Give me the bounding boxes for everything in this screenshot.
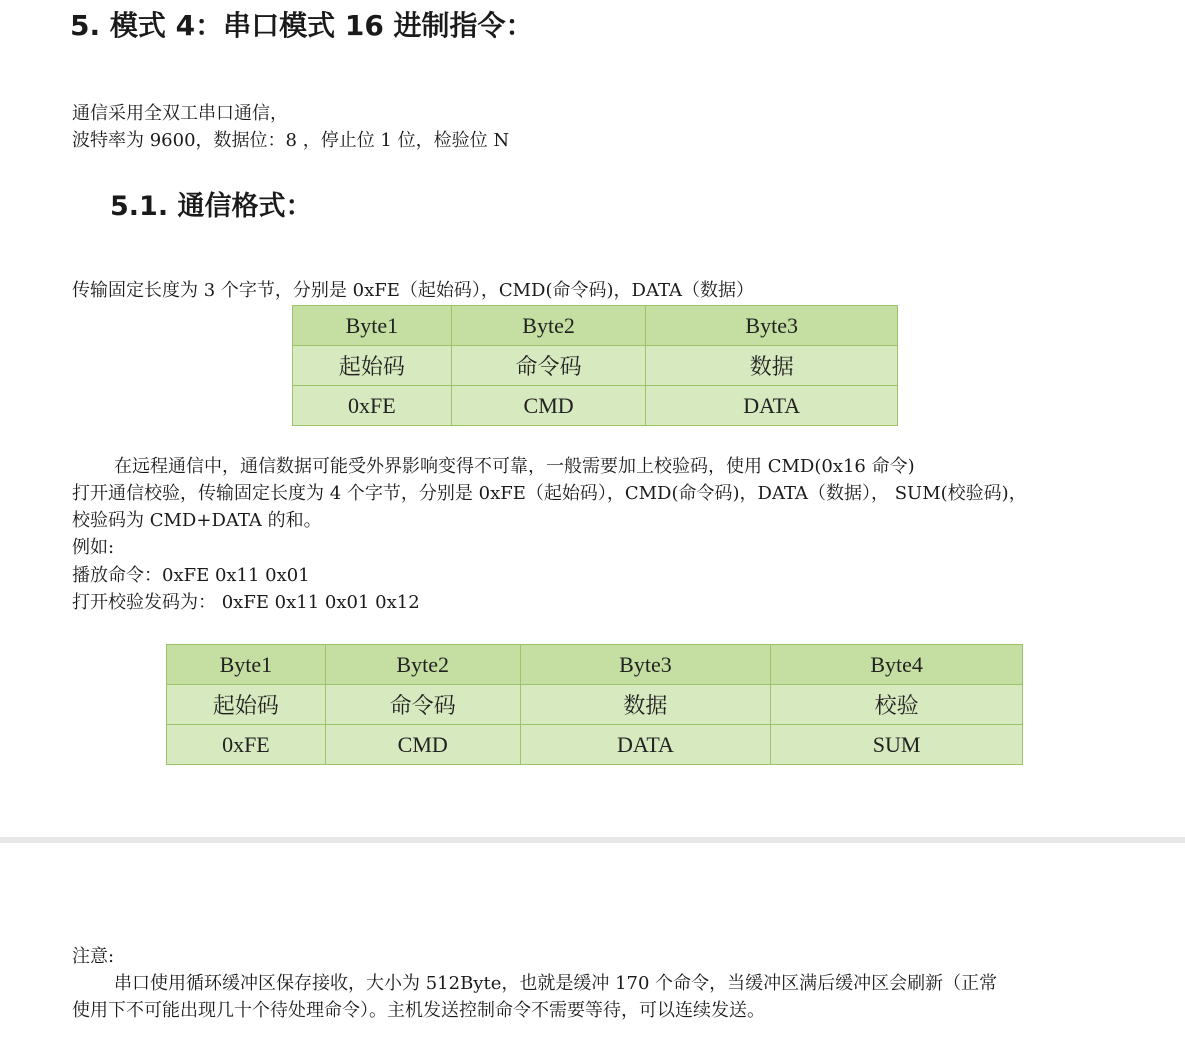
format-table-3-bytes bbox=[292, 305, 898, 426]
note-line-2: 使用下不可能出现几十个待处理命令）。主机发送控制命令不需要等待，可以连续发送。 bbox=[72, 1000, 765, 1021]
table-cell: 0xFE bbox=[167, 725, 326, 765]
table-row bbox=[293, 386, 898, 426]
example-play-command: 播放命令：0xFE 0x11 0x01 bbox=[72, 565, 310, 586]
table-cell: Byte1 bbox=[293, 306, 452, 346]
table-cell: 起始码 bbox=[167, 685, 326, 725]
table-header-row bbox=[293, 306, 898, 346]
section-heading: 5. 模式 4：串口模式 16 进制指令： bbox=[70, 9, 534, 42]
format-description: 传输固定长度为 3 个字节，分别是 0xFE（起始码），CMD(命令码)，DATA（数据） bbox=[72, 280, 754, 301]
checksum-line-3: 校验码为 CMD+DATA 的和。 bbox=[72, 510, 322, 531]
table-cell: DATA bbox=[520, 725, 771, 765]
table-cell: CMD bbox=[451, 386, 646, 426]
table-row bbox=[293, 346, 898, 386]
table-cell: Byte3 bbox=[520, 645, 771, 685]
note-line-1: 串口使用循环缓冲区保存接收，大小为 512Byte，也就是缓冲 170 个命令，当缓冲区满后缓冲区会刷新（正常 bbox=[114, 973, 998, 994]
table-cell: Byte2 bbox=[451, 306, 646, 346]
table-cell: Byte2 bbox=[325, 645, 520, 685]
table-cell: Byte1 bbox=[167, 645, 326, 685]
checksum-line-2: 打开通信校验，传输固定长度为 4 个字节，分别是 0xFE（起始码），CMD(命令码)，DATA（数据）， SUM(校验码)， bbox=[72, 483, 1027, 504]
table-header-row bbox=[167, 645, 1023, 685]
subsection-heading: 5.1. 通信格式： bbox=[110, 191, 313, 222]
table-cell: DATA bbox=[646, 386, 898, 426]
table-cell: Byte4 bbox=[771, 645, 1023, 685]
format-table-4-bytes bbox=[166, 644, 1023, 765]
table-cell: 数据 bbox=[520, 685, 771, 725]
intro-line-1: 通信采用全双工串口通信， bbox=[72, 103, 288, 124]
checksum-line-1: 在远程通信中，通信数据可能受外界影响变得不可靠，一般需要加上校验码，使用 CMD(0x16 命令) bbox=[114, 456, 915, 477]
table-row bbox=[167, 685, 1023, 725]
example-checked-command: 打开校验发码为： 0xFE 0x11 0x01 0x12 bbox=[72, 592, 420, 613]
note-label: 注意: bbox=[72, 946, 115, 967]
page-divider bbox=[0, 837, 1185, 843]
intro-line-2: 波特率为 9600，数据位：8 ，停止位 1 位，检验位 N bbox=[72, 130, 510, 151]
table-cell: SUM bbox=[771, 725, 1023, 765]
table-cell: Byte3 bbox=[646, 306, 898, 346]
table-cell: CMD bbox=[325, 725, 520, 765]
table-cell: 数据 bbox=[646, 346, 898, 386]
table-cell: 起始码 bbox=[293, 346, 452, 386]
table-row bbox=[167, 725, 1023, 765]
example-label: 例如: bbox=[72, 537, 115, 558]
table-cell: 命令码 bbox=[451, 346, 646, 386]
table-cell: 校验 bbox=[771, 685, 1023, 725]
table-cell: 命令码 bbox=[325, 685, 520, 725]
table-cell: 0xFE bbox=[293, 386, 452, 426]
